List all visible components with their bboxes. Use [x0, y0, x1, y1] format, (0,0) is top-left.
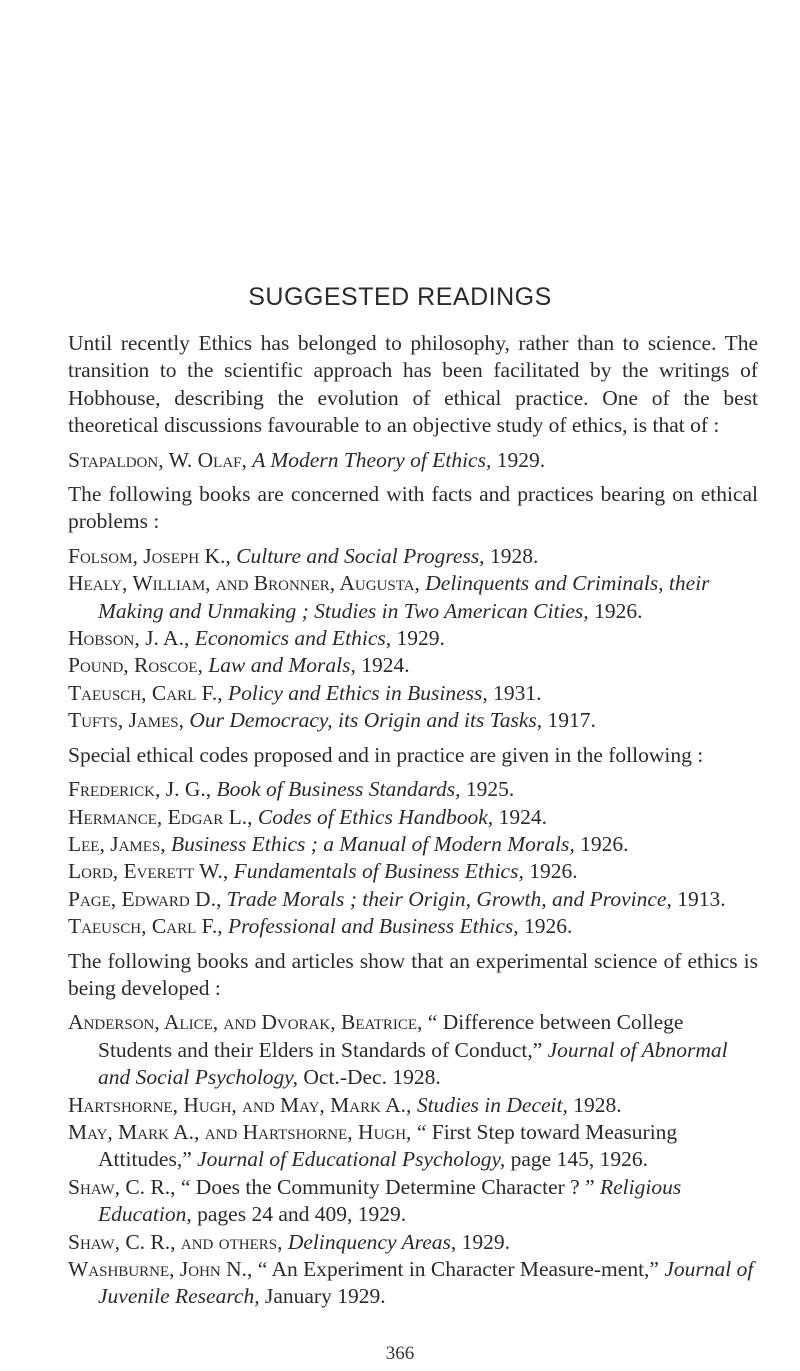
facts-paragraph: The following books are concerned with facts and practices bearing on ethical problems :	[68, 482, 758, 534]
reference-title: Journal of Juvenile Research,	[98, 1257, 754, 1309]
reference-title: Delinquents and Criminals, their Making and Unmaking ; Studies in Two American Cities,	[98, 571, 710, 623]
reference-title: Culture and Social Progress,	[236, 543, 485, 568]
reference-entry	[68, 913, 758, 940]
reference-author: Washburne, John N.,	[68, 1257, 253, 1281]
reference-entry	[68, 858, 758, 885]
reference-author: Tufts, James,	[68, 708, 184, 733]
reference-author: Lord, Everett W.,	[68, 859, 229, 884]
reference-year: 1925.	[465, 777, 515, 802]
reference-year: January 1929.	[264, 1284, 386, 1309]
reference-entry	[68, 625, 758, 652]
reference-list-codes	[68, 776, 758, 940]
reference-title: Professional and Business Ethics,	[227, 914, 519, 939]
reference-entry	[68, 543, 758, 570]
reference-author: May, Mark A., and Hartshorne, Hugh,	[68, 1119, 412, 1144]
reference-year: 1929.	[461, 1229, 510, 1254]
reference-article-title: “ Difference between College Students and their Elders in Standards of Conduct,”	[98, 1010, 684, 1062]
reference-list-facts	[68, 543, 758, 735]
reference-year: 1926.	[580, 831, 629, 856]
reference-entry	[68, 1229, 758, 1256]
intro-paragraph: Until recently Ethics has belonged to philosophy, rather than to science. The transition to the scientific approach has been facilitated by the writings of Hobhouse, describing the evolution of ethical practice. One of the best theoretical discussions favourable to an objective study of ethics, is that of :	[68, 331, 758, 438]
reference-article-title: “ Does the Community Determine Character ? ”	[180, 1174, 595, 1199]
reference-title: Law and Morals,	[208, 653, 356, 678]
reference-entry	[68, 652, 758, 679]
reference-year: Oct.-Dec. 1928.	[303, 1065, 441, 1090]
reference-entry	[68, 831, 758, 858]
reference-year: 1926.	[523, 914, 573, 939]
reference-title: Trade Morals ; their Origin, Growth, and Province,	[226, 886, 672, 911]
reference-author: Shaw, C. R.,	[68, 1174, 176, 1199]
reference-year: 1926.	[529, 859, 578, 884]
reference-entry	[68, 804, 758, 831]
reference-entry	[68, 1174, 758, 1229]
page-heading: SUGGESTED READINGS	[248, 283, 552, 311]
reference-author: Pound, Roscoe,	[68, 653, 203, 678]
reference-list-experimental	[68, 1009, 758, 1310]
reference-entry	[68, 886, 758, 913]
reference-author: Lee, James,	[68, 831, 166, 856]
reference-list-theory	[68, 447, 758, 474]
reference-author: Shaw, C. R., and others,	[68, 1229, 283, 1254]
reference-year: 1929.	[496, 447, 546, 472]
reference-year: 1929.	[396, 626, 445, 651]
reference-entry	[68, 1119, 758, 1174]
reference-article-title: “ First Step toward Measuring Attitudes,”	[98, 1119, 678, 1172]
reference-author: Folsom, Joseph K.,	[68, 543, 231, 568]
reference-author: Hobson, J. A.,	[68, 626, 190, 651]
reference-author: Anderson, Alice, and Dvorak, Beatrice,	[68, 1010, 423, 1035]
reference-title: Delinquency Areas,	[287, 1229, 457, 1254]
reference-entry	[68, 447, 758, 474]
reference-entry	[68, 1009, 758, 1091]
reference-title: Codes of Ethics Handbook,	[257, 804, 494, 829]
experimental-paragraph: The following books and articles show that an experimental science of ethics is being developed :	[68, 948, 758, 1000]
reference-title: Journal of Abnormal and Social Psychology,	[98, 1037, 728, 1090]
reference-year: 1926.	[594, 598, 643, 623]
reference-year: 1931.	[493, 680, 542, 705]
reference-title: Studies in Deceit,	[416, 1092, 568, 1117]
reference-entry	[68, 570, 758, 625]
reference-title: Our Democracy, its Origin and its Tasks,	[189, 708, 543, 733]
reference-entry	[68, 680, 758, 707]
reference-author: Hermance, Edgar L.,	[68, 804, 253, 829]
reference-author: Hartshorne, Hugh, and May, Mark A.,	[68, 1092, 412, 1117]
reference-year: page 145, 1926.	[510, 1147, 648, 1172]
reference-entry	[68, 776, 758, 803]
reference-entry	[68, 1092, 758, 1119]
reference-title: Economics and Ethics,	[194, 626, 392, 651]
reference-year: 1917.	[547, 708, 596, 733]
reference-author: Taeusch, Carl F.,	[68, 914, 223, 939]
codes-paragraph: Special ethical codes proposed and in practice are given in the following :	[68, 742, 704, 767]
page-number: 366	[385, 1343, 415, 1364]
reference-title: Business Ethics ; a Manual of Modern Morals,	[171, 831, 575, 856]
reference-article-title: “ An Experiment in Character Measure-ment,”	[257, 1257, 659, 1281]
reference-year: 1928.	[573, 1092, 622, 1117]
reference-title: Fundamentals of Business Ethics,	[233, 859, 524, 884]
reference-entry	[68, 707, 758, 734]
reference-year: 1928.	[489, 543, 539, 568]
reference-year: 1924.	[498, 804, 547, 829]
reference-author: Frederick, J. G.,	[68, 777, 212, 802]
reference-year: 1913.	[677, 886, 726, 911]
page-body	[68, 330, 758, 1311]
reference-title: Book of Business Standards,	[216, 777, 461, 802]
reference-author: Page, Edward D.,	[68, 886, 222, 911]
reference-author: Taeusch, Carl F.,	[68, 680, 223, 705]
reference-year: 1924.	[361, 653, 410, 678]
reference-author: Healy, William, and Bronner, Augusta,	[68, 571, 420, 596]
reference-title: A Modern Theory of Ethics,	[252, 447, 492, 472]
reference-author: Stapaldon, W. Olaf,	[68, 447, 247, 472]
reference-title: Religious Education,	[98, 1174, 682, 1227]
reference-year: pages 24 and 409, 1929.	[197, 1202, 407, 1227]
reference-title: Policy and Ethics in Business,	[227, 680, 488, 705]
reference-title: Journal of Educational Psychology,	[197, 1147, 506, 1172]
reference-entry	[68, 1256, 758, 1311]
